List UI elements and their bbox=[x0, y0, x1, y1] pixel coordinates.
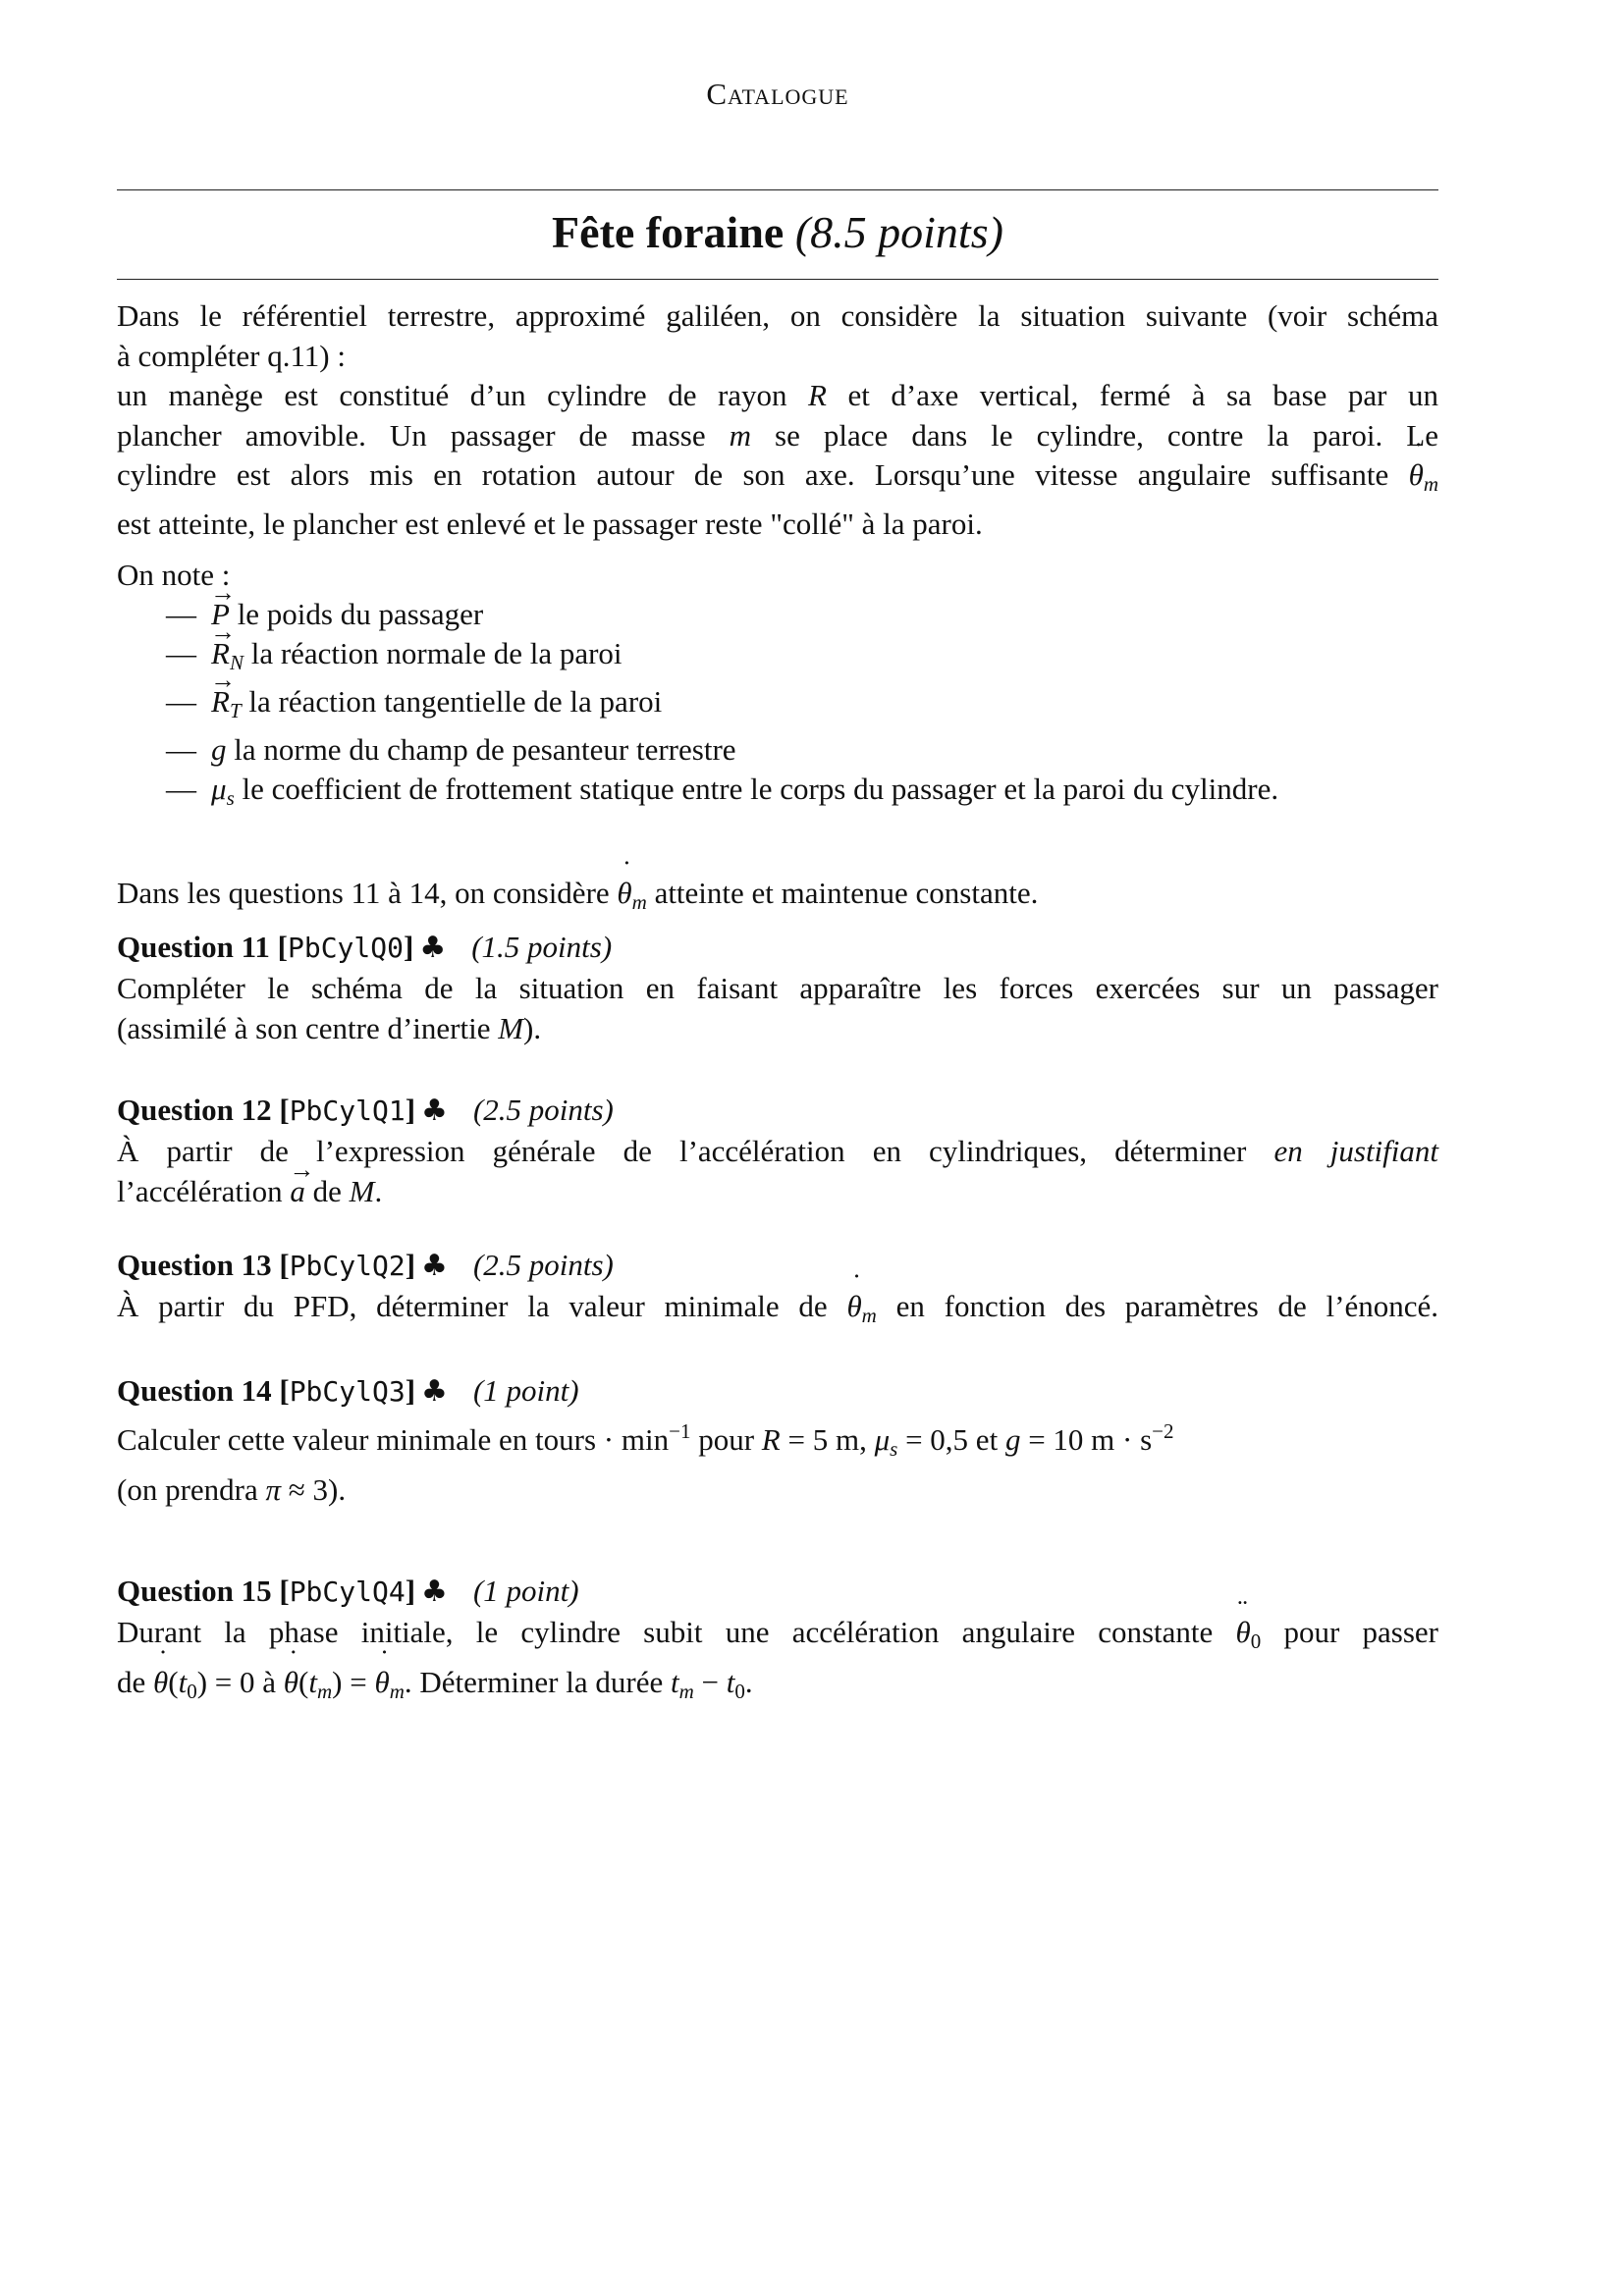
note-item-friction: — $\mu_s$ le coefficient de frottement statique entre le corps du passager et la paroi du cylindre. bbox=[166, 772, 1279, 810]
note-item-normal-reaction: —→ $R_N$ la réaction normale de la paroi bbox=[166, 634, 1278, 682]
note-item-tangential-reaction: —→ $R_T$ la réaction tangentielle de la paroi bbox=[166, 682, 1278, 730]
exercise-title bbox=[117, 206, 1438, 258]
title-rule bbox=[117, 279, 1438, 280]
question-15 bbox=[117, 1571, 1438, 1712]
question-14-header: Question 14 [PbCylQ3] ♣ (1 point) bbox=[117, 1373, 579, 1409]
question-14-line-2: (on prendra π ≈ 3). bbox=[117, 1472, 347, 1507]
note-list bbox=[166, 595, 1278, 818]
question-12-line-1: À partir de l’expression générale de l’accélération en cylindriques, déterminer en justifiant bbox=[117, 1134, 1439, 1168]
intro-paragraph bbox=[117, 296, 1438, 544]
question-13-header: Question 13 [PbCylQ2] ♣ (2.5 points) bbox=[117, 1248, 614, 1283]
intro-line-6: est atteinte, le plancher est enlevé et le passager reste "collé" à la paroi. bbox=[117, 506, 983, 541]
intro-line-4: plancher amovible. Un passager de masse m se place dans le cylindre, contre la paroi. Le bbox=[117, 417, 1438, 453]
context-line: Dans les questions 11 à 14, on considère ˙ $\theta_m$ atteinte et maintenue constante. bbox=[117, 874, 1438, 923]
running-header: Catalogue bbox=[706, 77, 849, 111]
question-11 bbox=[117, 927, 1438, 1048]
note-label: On note : bbox=[117, 558, 231, 592]
question-15-line-2: de ˙ $\theta(t_0) = 0$ à ˙ $\theta(t_m)$ = ˙ $\theta_m$. Déterminer la durée $t_m - t_0$. bbox=[117, 1662, 1438, 1712]
question-11-header: Question 11 [PbCylQ0] ♣ (1.5 points) bbox=[117, 930, 613, 965]
intro-line-3: un manège est constitué d’un cylindre de rayon R et d’axe vertical, fermé à sa base par un bbox=[117, 378, 1438, 412]
question-12 bbox=[117, 1090, 1438, 1211]
question-15-header: Question 15 [PbCylQ4] ♣ (1 point) bbox=[117, 1574, 579, 1609]
club-icon: ♣ bbox=[419, 931, 447, 965]
question-11-line-2: (assimilé à son centre d’inertie M). bbox=[117, 1011, 542, 1045]
note-item-weight: —→ P le poids du passager bbox=[166, 595, 1278, 634]
note-item-gravity: — g la norme du champ de pesanteur terrestre bbox=[166, 732, 736, 767]
club-icon: ♣ bbox=[421, 1249, 448, 1283]
club-icon: ♣ bbox=[421, 1374, 448, 1409]
top-rule bbox=[117, 189, 1438, 190]
intro-line-2: à compléter q.11) : bbox=[117, 338, 346, 373]
title-main: Fête foraine bbox=[552, 207, 785, 257]
question-12-header: Question 12 [PbCylQ1] ♣ (2.5 points) bbox=[117, 1093, 614, 1128]
club-icon: ♣ bbox=[421, 1575, 448, 1609]
intro-line-5: cylindre est alors mis en rotation autour de son axe. Lorsqu’une vitesse angulaire suffisante ˙ $\theta_m$ bbox=[117, 455, 1438, 505]
question-13 bbox=[117, 1245, 1438, 1336]
question-12-line-2: l’accélération → a de M. bbox=[117, 1171, 1438, 1211]
question-13-line-1: À partir du PFD, déterminer la valeur minimale de ˙ $\theta_m$ en fonction des paramètres de l’énoncé. bbox=[117, 1286, 1438, 1336]
intro-line-1: Dans le référentiel terrestre, approximé galiléen, on considère la situation suivante (voir schéma bbox=[117, 298, 1438, 333]
title-points: (8.5 points) bbox=[794, 207, 1003, 257]
question-14-line-1: Calculer cette valeur minimale en tours · $\min^{-1}$ pour R = 5 m, $\mu_s = 0,5$ et g = 10 $m \cdot s^{-2}$ bbox=[117, 1419, 1174, 1461]
question-14 bbox=[117, 1370, 1438, 1510]
club-icon: ♣ bbox=[421, 1094, 448, 1128]
question-11-line-1: Compléter le schéma de la situation en faisant apparaître les forces exercées sur un passager bbox=[117, 971, 1438, 1005]
question-15-line-1: Durant la phase initiale, le cylindre subit une accélération angulaire constante ¨ $\theta_0$ pour passer bbox=[117, 1612, 1438, 1662]
